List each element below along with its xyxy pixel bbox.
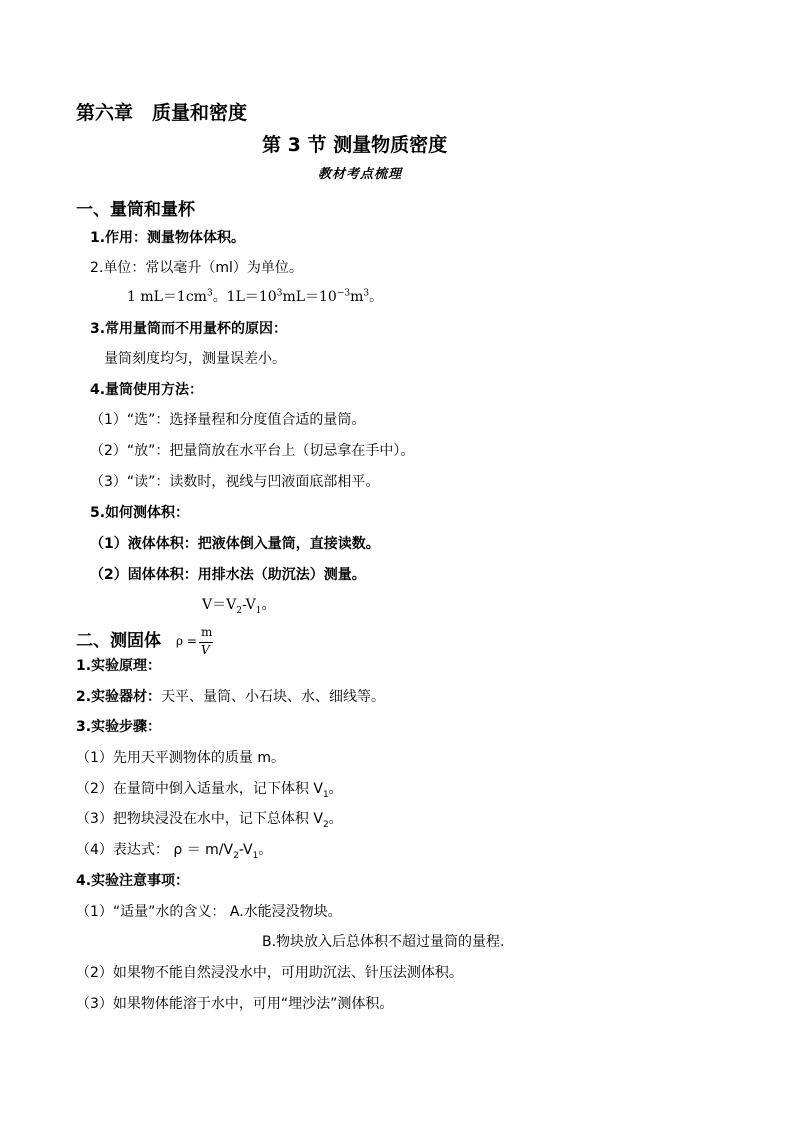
formula-rho: ρ =	[176, 634, 197, 648]
part1-item5: 5.如何测体积：	[90, 505, 190, 521]
unit-eq-a-sup: 3	[206, 288, 213, 299]
v-eq-a: V＝V	[202, 597, 237, 613]
part1-item3: 3.常用量筒而不用量杯的原因：	[90, 321, 288, 337]
volume-equation	[202, 596, 276, 614]
step-3-b: 。	[328, 811, 343, 827]
step-4-sub1: 2	[233, 850, 239, 861]
v-eq-b-sub: 1	[255, 605, 262, 616]
note-1b: B.物块放入后总体积不超过量筒的量程.	[262, 934, 505, 950]
heading-overlap	[168, 626, 176, 648]
unit-eq-a: 1 mL＝1cm	[127, 289, 207, 305]
step-4-sub2: 1	[252, 850, 259, 861]
part2-item3: 3.实验步骤：	[76, 719, 162, 735]
unit-eq-b-sup: 3	[276, 288, 283, 299]
part1-item4-1: （1）“选”：选择量程和分度值合适的量筒。	[90, 412, 366, 428]
note-1: （1）“适量”水的含义： A.水能浸没物块。	[76, 904, 342, 920]
part1-item4: 4.量筒使用方法：	[90, 382, 204, 398]
note-2: （2）如果物不能自然浸没水中，可用助沉法、针压法测体积。	[76, 965, 463, 981]
step-2	[76, 780, 343, 798]
part2-heading: 二、测固体	[76, 631, 161, 651]
section-subtitle: 教材考点梳理	[318, 167, 403, 182]
v-eq-b: -V	[241, 597, 256, 613]
unit-eq-b: 。1L＝10	[212, 289, 277, 305]
step-2-sub: 1	[322, 789, 329, 800]
step-1: （1）先用天平测物体的质量 m。	[76, 750, 285, 766]
unit-eq-c: mL＝10	[282, 289, 337, 305]
unit-eq-d-sup: 3	[363, 288, 370, 299]
part1-item4-3: （3）“读”：读数时，视线与凹液面底部相平。	[90, 474, 380, 490]
step-3-sub: 2	[322, 819, 329, 830]
unit-eq-d: m	[350, 289, 364, 305]
section-title: 第 3 节 测量物质密度	[262, 134, 448, 156]
formula-numerator: m	[201, 625, 213, 639]
step-4-b: -V	[238, 842, 253, 858]
density-formula	[176, 625, 216, 661]
note-3: （3）如果物体能溶于水中，可用“埋沙法”测体积。	[76, 996, 394, 1012]
chapter-title: 第六章 质量和密度	[76, 102, 248, 124]
step-4-c: 。	[258, 842, 273, 858]
part1-item4-2: （2）“放”：把量筒放在水平台上（切忌拿在手中）。	[90, 443, 415, 459]
unit-eq-e: 。	[369, 289, 384, 305]
part2-item2-label: 2.实验器材：	[76, 689, 162, 705]
step-4	[76, 841, 272, 859]
unit-eq-c-sup: −3	[336, 288, 351, 299]
step-3-a: （3）把物块浸没在水中，记下总体积 V	[76, 811, 323, 827]
part2-item4: 4.实验注意事项：	[76, 873, 190, 889]
part1-item1: 1.作用：测量物体体积。	[90, 230, 246, 246]
part2-item1: 1.实验原理：	[76, 658, 162, 674]
formula-denominator: V	[201, 643, 210, 657]
part1-item2: 2.单位：常以毫升（ml）为单位。	[90, 260, 303, 276]
step-2-b: 。	[328, 781, 343, 797]
part2-item2	[76, 688, 385, 706]
step-3	[76, 810, 343, 828]
part2-item2-text: 天平、量筒、小石块、水、细线等。	[161, 689, 386, 705]
part1-heading: 一、量筒和量杯	[76, 200, 195, 220]
part1-item5-1: （1）液体体积：把液体倒入量筒，直接读数。	[90, 536, 380, 552]
part1-item3-text: 量筒刻度均匀，测量误差小。	[104, 351, 286, 367]
step-4-a: （4）表达式： ρ ＝ m/V	[76, 842, 234, 858]
step-2-a: （2）在量筒中倒入适量水，记下体积 V	[76, 781, 323, 797]
v-eq-a-sub: 2	[236, 605, 242, 616]
v-eq-c: 。	[261, 597, 276, 613]
part1-item5-2: （2）固体体积：用排水法（助沉法）测量。	[90, 567, 366, 583]
unit-equation	[127, 288, 383, 306]
